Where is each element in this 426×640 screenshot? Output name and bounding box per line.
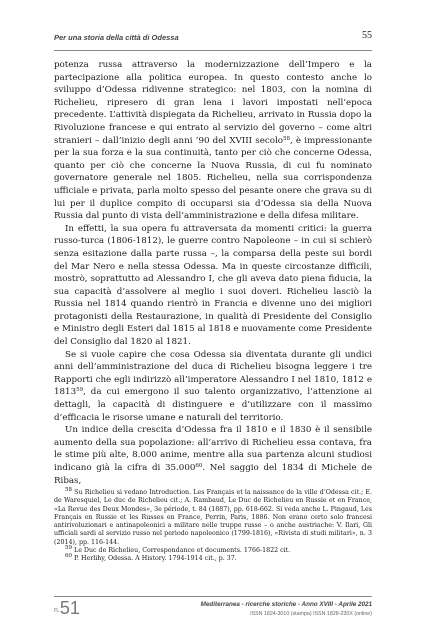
footnote-ref-58[interactable]: 58 (282, 135, 290, 142)
paragraph-4: Un indice della crescita d’Odessa fra il 1810 e il 1830 è il sensibile aumento della sua popolazione: all’arrivo di Richelieu essa contava, fra le stime più alte, 8.000 anime, mentre alla sua partenza alcuni studiosi indicano già la cifra di 35.000$^{60}$. Nel saggio del 1834 di Michele de Ribas, (54, 425, 372, 486)
footer-issue-number: n.51 (54, 598, 80, 618)
footnote-ref-60[interactable]: 60 (195, 463, 203, 469)
footnote-59: $^{59}$ Le Duc de Richelieu, Correspondance et documents. 1766-1822 cit. (65, 545, 291, 555)
footer-journal-title: Mediterranea - ricerche storiche - Anno XVIII - Aprile 2021 (200, 601, 372, 608)
footnote-58: $^{58}$ Su Richelieu si vedano Introduction. Les Français et la naissance de la ville d’Odessa cit.; E. de Waresquiel, Le duc de Richelieu cit.; A. Rambaud, Le Duc de Richelieu en Russie et en France, «La Revue des Deux Mondes», 3e période, t. 84 (1887), pp. 618-662. Si veda anche L. Pingaud, Les Français en Russie et les Russes en France, Perrin, Paris, 1886. Non erano certo solo francesi antirivoluzionari e antinapoleonici a militare nelle truppe russe – o anche austriache: V. Ilari, Gli ufficiali sardi al servizio russo nel periodo napoleonico (1799-1816), «Rivista di studi militari», n. 3 (2014), pp. 116-144. (54, 487, 372, 546)
main-text (54, 59, 372, 487)
running-title: Per una storia della città di Odessa (54, 33, 179, 42)
header-rule (54, 50, 372, 51)
paragraph-3: Se si vuole capire che cosa Odessa sia diventata durante gli undici anni dell’amministrazione del duca di Richelieu bisogna leggere i tre Rapporti che egli indirizzò all’imperatore Alessandro I nel 1810, 1812 e 1813$^{59}$, da cui emergono il suo talento organizzativo, l’attenzione ai dettagli, la capacità di distinguere e d’utilizzare con il massimo d’efficacia le risorse umane e naturali del territorio. (54, 349, 372, 423)
paragraph-2: In effetti, la sua opera fu attraversata da momenti critici: la guerra russo-turca (1806-1812), le guerre contro Napoleone – in cui si schierò senza esitazione dalla parte russa –, la comparsa della peste sui bordi del Mar Nero e nella stessa Odessa. Ma in queste circostanze difficili, mostrò, soprattutto ad Alessandro I, che gli aveva dato piena fiducia, la sua capacità d’assolvere al meglio i suoi doveri. Richelieu lasciò la Russia nel 1814 quando rientrò in Francia e divenne uno dei migliori protagonisti della Restaurazione, in qualità di Presidente del Consiglio e Ministro degli Esteri dal 1815 al 1818 e nuovamente come Presidente del Consiglio dal 1820 al 1821. (54, 223, 372, 348)
footnote-60: $^{60}$ P. Herlihy, Odessa. A History. 1794-1914 cit., p. 37. (65, 553, 237, 563)
running-header (54, 32, 372, 48)
footer-issn: ISSN 1824-3010 (stampa) ISSN 1828-230X (online) (250, 611, 372, 617)
footnote-ref-59[interactable]: 59 (76, 387, 84, 394)
footnotes (54, 489, 372, 564)
paragraph-1: potenza russa attraverso la modernizzazione dell’Impero e la partecipazione alla politica europea. In questo contesto anche lo sviluppo d’Odessa ridivenne strategico: nel 1803, con la nomina di Richelieu, ripresero di gran lena i lavori impostati nell’epoca precedente. L’attività dispiegata da Richelieu, arrivato in Russia dopo la Rivoluzione francese e qui entrato al servizio del governo – come altri stranieri – dall’inizio degli anni ’90 del XVIII secolo$^{58}$, è impressionante per la sua forza e la sua continuità, tanto per ciò che concerne Odessa, quanto per ciò che concerne la Nuova Russia, di cui fu nominato governatore generale nel 1805. Richelieu, nella sua corrispondenza ufficiale e privata, parla molto spesso del pesante onere che grava su di lui per il duplice compito di occuparsi sia d’Odessa sia della Nuova Russia dal punto di vista dell’amministrazione e della difesa militare. (54, 60, 372, 222)
page-number: 55 (362, 30, 372, 41)
footer-rule (54, 596, 372, 597)
